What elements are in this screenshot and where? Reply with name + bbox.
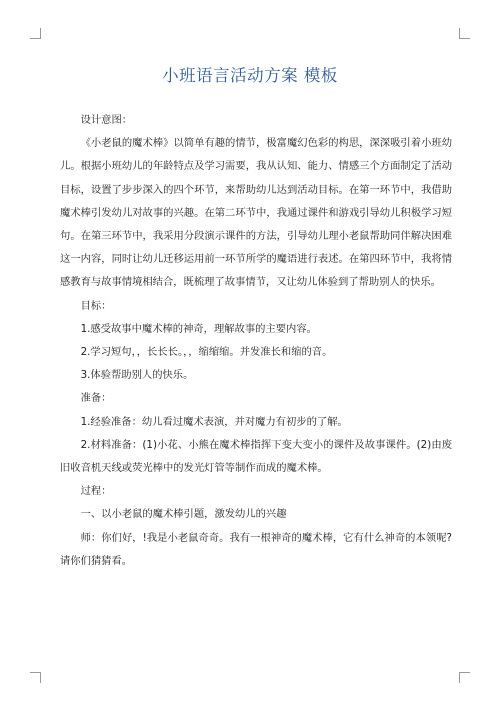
section-heading-process: 过程： — [80, 485, 112, 498]
design-intent-paragraph: 《小老鼠的魔术棒》以简单有趣的情节，极富魔幻色彩的构思，深深吸引着小班幼儿。根据小班幼儿的年龄特点及学习需要，我从认知、能力、情感三个方面制定了活动目标，设置了步步深入的四个环节，来帮助幼儿达到活动目标。在第一环节中，我借助魔术棒引发幼儿对故事的兴趣。在第二环节中，我通过课件和游戏引导幼儿积极学习短句。在第三环节中，我采用分段演示课件的方法，引导幼儿理小老鼠帮助同伴解决困难这一内容，同时让幼儿迁移运用前一环节所学的魔语进行表述。在第四环节中，我将情感教育与故事情境相结合，既梳理了故事情节，又让幼儿体验到了帮助别人的快乐。 — [60, 137, 452, 289]
preparation-item-1: 1.经验准备：幼儿看过魔术表演，并对魔力有初步的了解。 — [80, 415, 348, 428]
crop-mark-bottom-right — [459, 672, 470, 683]
section-heading-goals: 目标： — [80, 299, 112, 312]
crop-mark-top-right — [459, 28, 470, 39]
goal-item-1: 1.感受故事中魔术棒的神奇，理解故事的主要内容。 — [80, 322, 317, 335]
goal-item-3: 3.体验帮助别人的快乐。 — [80, 369, 194, 382]
crop-mark-bottom-left — [30, 672, 41, 683]
teacher-dialogue: 师：你们好，!我是小老鼠奇奇。我有一根神奇的魔术棒，它有什么神奇的本领呢?请你们猜猜看。 — [60, 531, 452, 567]
goal-item-2: 2.学习短句，，长长长。，，缩缩缩。并发准长和缩的音。 — [80, 346, 333, 359]
section-heading-preparation: 准备： — [80, 392, 112, 405]
process-step-1-heading: 一、以小老鼠的魔术棒引题，激发幼儿的兴趣 — [80, 508, 287, 521]
crop-mark-top-left — [30, 28, 41, 39]
document-title: 小班语言活动方案 模板 — [162, 66, 338, 85]
document-body — [60, 109, 452, 573]
preparation-item-2: 2.材料准备：(1)小花、小熊在魔术棒指挥下变大变小的课件及故事课件。(2)由废旧收音机天线或荧光棒中的发光灯管等制作而成的魔术棒。 — [60, 438, 452, 475]
section-heading-design-intent: 设计意图： — [80, 114, 133, 126]
